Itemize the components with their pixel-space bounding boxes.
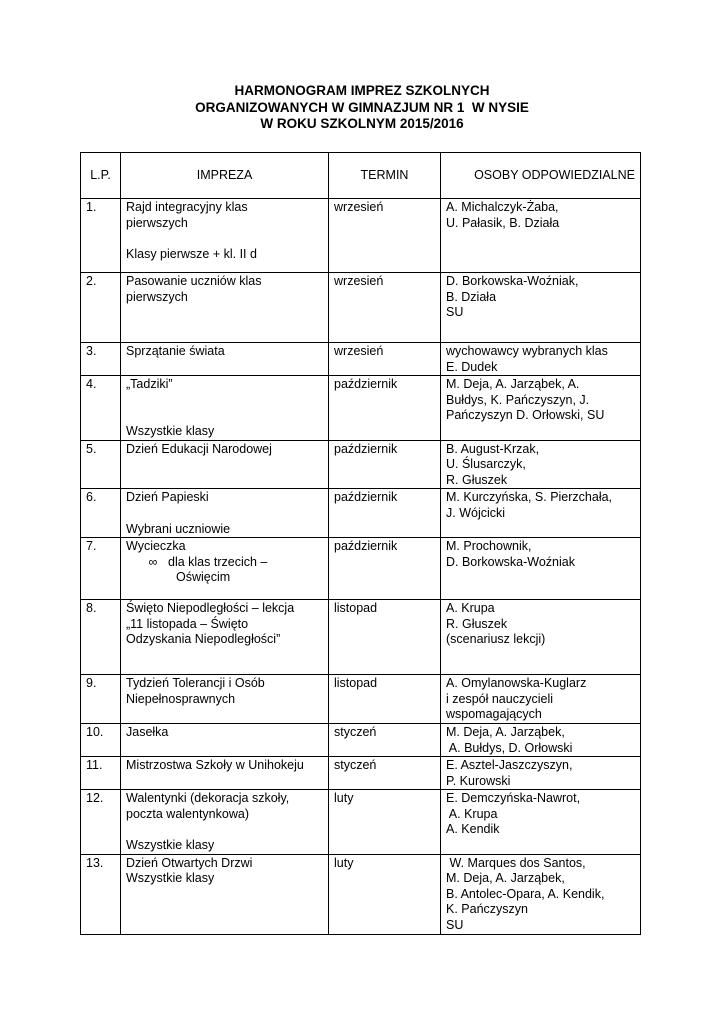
event-date-cell: wrzesień: [329, 343, 441, 376]
event-date-cell: październik: [329, 489, 441, 538]
row-number: 10.: [81, 723, 121, 756]
responsible-person-line: wychowawcy wybranych klas: [446, 344, 608, 358]
row-number: 3.: [81, 343, 121, 376]
responsible-person-line: W. Marques dos Santos,: [446, 855, 586, 870]
responsible-persons-cell: [441, 440, 641, 489]
event-date-cell: listopad: [329, 675, 441, 724]
event-name-line: [126, 231, 323, 247]
row-number: 2.: [81, 273, 121, 343]
event-date-cell: październik: [329, 376, 441, 440]
events-schedule-table: [80, 152, 641, 935]
responsible-person-line: M. Prochownik,: [446, 539, 532, 554]
responsible-person-line: Bułdys, K. Pańczyszyn, J.: [446, 392, 590, 407]
event-name-cell: [121, 675, 329, 724]
event-name-line: Tydzień Tolerancji i Osób: [126, 676, 265, 691]
event-name-line: Dzień Otwartych Drzwi: [126, 855, 253, 870]
event-name-line: Niepełnosprawnych: [126, 691, 236, 706]
event-date-cell: wrzesień: [329, 199, 441, 273]
responsible-persons-cell: [441, 723, 641, 756]
responsible-person-line: (scenariusz lekcji): [446, 632, 546, 647]
event-name-line: „11 listopada – Święto: [126, 616, 249, 631]
table-row: [81, 343, 641, 376]
event-name-line: pierwszych: [126, 215, 188, 230]
row-number: 11.: [81, 757, 121, 790]
responsible-person-line: R. Głuszek: [446, 616, 508, 631]
responsible-persons-cell: [441, 538, 641, 600]
responsible-persons-cell: [441, 675, 641, 724]
responsible-person-line: M. Deja, A. Jarząbek, A.: [446, 377, 580, 392]
responsible-persons-cell: [441, 343, 641, 376]
table-row: [81, 199, 641, 273]
responsible-person-line: M. Deja, A. Jarząbek,: [446, 871, 565, 886]
responsible-person-line: E. Dudek: [446, 359, 498, 374]
responsible-persons-cell: [441, 854, 641, 934]
responsible-person-line: Pańczyszyn D. Orłowski, SU: [446, 408, 605, 423]
responsible-person-line: A. Krupa: [446, 806, 498, 821]
responsible-person-line: B. Antolec-Opara, A. Kendik,: [446, 886, 605, 901]
event-name-line: Rajd integracyjny klas: [126, 200, 248, 214]
responsible-person-line: D. Borkowska-Woźniak: [446, 554, 575, 569]
event-date-cell: luty: [329, 790, 441, 854]
event-name-line: Sprzątanie świata: [126, 344, 225, 358]
column-header-lp: L.P.: [81, 153, 121, 199]
table-row: [81, 757, 641, 790]
responsible-persons-cell: [441, 600, 641, 675]
event-name-line: Dzień Papieski: [126, 490, 209, 505]
responsible-person-line: D. Borkowska-Woźniak,: [446, 274, 579, 288]
table-row: [81, 854, 641, 934]
responsible-person-line: SU: [446, 918, 464, 933]
table-body: [81, 199, 641, 935]
row-number: 9.: [81, 675, 121, 724]
responsible-persons-cell: [441, 199, 641, 273]
event-date-cell: styczeń: [329, 723, 441, 756]
document-title: [0, 83, 724, 133]
responsible-person-line: M. Kurczyńska, S. Pierzchała,: [446, 490, 613, 505]
event-name-cell: [121, 343, 329, 376]
event-bullet-item: [126, 555, 323, 571]
event-name-cell: [121, 440, 329, 489]
event-name-line: [126, 408, 323, 424]
responsible-person-line: J. Wójcicki: [446, 505, 506, 520]
responsible-person-line: P. Kurowski: [446, 773, 511, 788]
event-name-line: [126, 822, 323, 838]
table-row: [81, 376, 641, 440]
responsible-person-line: R. Głuszek: [446, 472, 508, 487]
event-name-line: Dzień Edukacji Narodowej: [126, 441, 272, 456]
column-header-osoby: OSOBY ODPOWIEDZIALNE: [441, 153, 641, 199]
event-name-line: poczta walentynkowa): [126, 806, 249, 821]
event-name-line: Wszystkie klasy: [126, 423, 215, 438]
row-number: 5.: [81, 440, 121, 489]
table-row: [81, 723, 641, 756]
row-number: 6.: [81, 489, 121, 538]
responsible-person-line: U. Ślusarczyk,: [446, 457, 526, 472]
responsible-person-line: E. Asztel-Jaszczyszyn,: [446, 758, 573, 773]
event-date-cell: styczeń: [329, 757, 441, 790]
row-number: 13.: [81, 854, 121, 934]
table-row: [81, 675, 641, 724]
responsible-persons-cell: [441, 273, 641, 343]
responsible-person-line: A. Kendik: [446, 822, 500, 837]
event-bullet-text: Oświęcim: [176, 570, 231, 585]
responsible-person-line: wspomagających: [446, 707, 542, 722]
row-number: 1.: [81, 199, 121, 273]
event-name-cell: [121, 790, 329, 854]
column-header-impreza: IMPREZA: [121, 153, 329, 199]
table-header-row: [81, 153, 641, 199]
responsible-persons-cell: [441, 757, 641, 790]
responsible-person-line: SU: [446, 305, 464, 320]
event-date-cell: luty: [329, 854, 441, 934]
responsible-person-line: E. Demczyńska-Nawrot,: [446, 791, 581, 806]
event-date-cell: wrzesień: [329, 273, 441, 343]
infinity-bullet-icon: ∞: [148, 554, 158, 569]
responsible-person-line: A. Michalczyk-Żaba,: [446, 200, 559, 214]
responsible-person-line: A. Krupa: [446, 601, 495, 616]
event-name-line: Wycieczka: [126, 539, 186, 554]
row-number: 12.: [81, 790, 121, 854]
title-line-1: HARMONOGRAM IMPREZ SZKOLNYCH: [234, 83, 490, 98]
event-name-line: Walentynki (dekoracja szkoły,: [126, 791, 290, 806]
event-name-line: Wszystkie klasy: [126, 838, 215, 853]
responsible-person-line: A. Bułdys, D. Orłowski: [446, 740, 573, 755]
event-date-cell: październik: [329, 538, 441, 600]
event-name-cell: [121, 538, 329, 600]
responsible-person-line: B. Działa: [446, 289, 497, 304]
event-name-line: Wybrani uczniowie: [126, 521, 231, 536]
event-name-line: Mistrzostwa Szkoły w Unihokeju: [126, 758, 304, 773]
event-name-line: [126, 393, 323, 409]
title-line-2: ORGANIZOWANYCH W GIMNAZJUM NR 1 W NYSIE: [195, 99, 529, 115]
table-row: [81, 489, 641, 538]
table-row: [81, 600, 641, 675]
event-date-cell: listopad: [329, 600, 441, 675]
event-name-line: Wszystkie klasy: [126, 871, 215, 886]
table-row: [81, 790, 641, 854]
responsible-person-line: i zespół nauczycieli: [446, 691, 553, 706]
event-name-line: Święto Niepodległości – lekcja: [126, 601, 295, 616]
responsible-person-line: M. Deja, A. Jarząbek,: [446, 724, 565, 739]
event-name-cell: [121, 757, 329, 790]
responsible-person-line: B. August-Krzak,: [446, 441, 540, 456]
table-row: [81, 538, 641, 600]
event-date-cell: październik: [329, 440, 441, 489]
table-row: [81, 273, 641, 343]
row-number: 8.: [81, 600, 121, 675]
event-name-line: Odzyskania Niepodległości”: [126, 632, 281, 647]
column-header-termin: TERMIN: [329, 153, 441, 199]
responsible-persons-cell: [441, 489, 641, 538]
event-name-line: [126, 506, 323, 522]
event-name-cell: [121, 273, 329, 343]
responsible-person-line: A. Omylanowska-Kuglarz: [446, 676, 587, 691]
row-number: 7.: [81, 538, 121, 600]
row-number: 4.: [81, 376, 121, 440]
event-name-line: Klasy pierwsze + kl. II d: [126, 246, 257, 261]
event-name-cell: [121, 854, 329, 934]
responsible-person-line: K. Pańczyszyn: [446, 902, 528, 917]
table-row: [81, 440, 641, 489]
responsible-persons-cell: [441, 790, 641, 854]
event-name-cell: [121, 489, 329, 538]
event-name-line: Pasowanie uczniów klas: [126, 274, 262, 288]
event-bullet-text: dla klas trzecich –: [168, 554, 268, 569]
responsible-person-line: U. Pałasik, B. Działa: [446, 215, 560, 230]
responsible-persons-cell: [441, 376, 641, 440]
event-name-line: Jasełka: [126, 724, 169, 739]
event-name-line: pierwszych: [126, 289, 188, 304]
event-name-cell: [121, 600, 329, 675]
event-name-cell: [121, 199, 329, 273]
event-name-line: „Tadziki”: [126, 377, 173, 392]
event-name-cell: [121, 376, 329, 440]
event-name-cell: [121, 723, 329, 756]
title-line-3: W ROKU SZKOLNYM 2015/2016: [260, 116, 464, 131]
